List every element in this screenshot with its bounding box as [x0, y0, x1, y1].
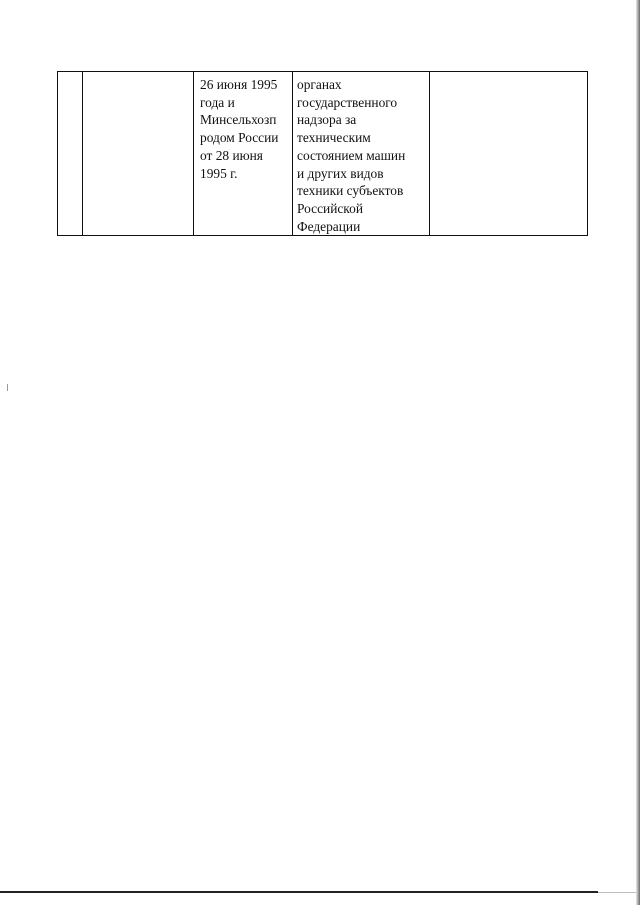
column-divider-3	[292, 72, 293, 235]
scan-right-edge	[636, 0, 640, 905]
column-divider-1	[82, 72, 83, 235]
cell-document-subject: органах государственного надзора за техническим состоянием машин и других видов техники субъектов Российской Федерации	[297, 77, 406, 234]
table-continuation	[57, 71, 588, 236]
column-divider-4	[429, 72, 430, 235]
scan-artifact	[7, 384, 8, 391]
column-divider-2	[193, 72, 194, 235]
cell-document-date: 26 июня 1995 года и Минсельхозп родом России от 28 июня 1995 г.	[200, 77, 279, 181]
scan-bottom-edge-faint	[598, 892, 636, 893]
scan-bottom-edge	[0, 891, 598, 893]
